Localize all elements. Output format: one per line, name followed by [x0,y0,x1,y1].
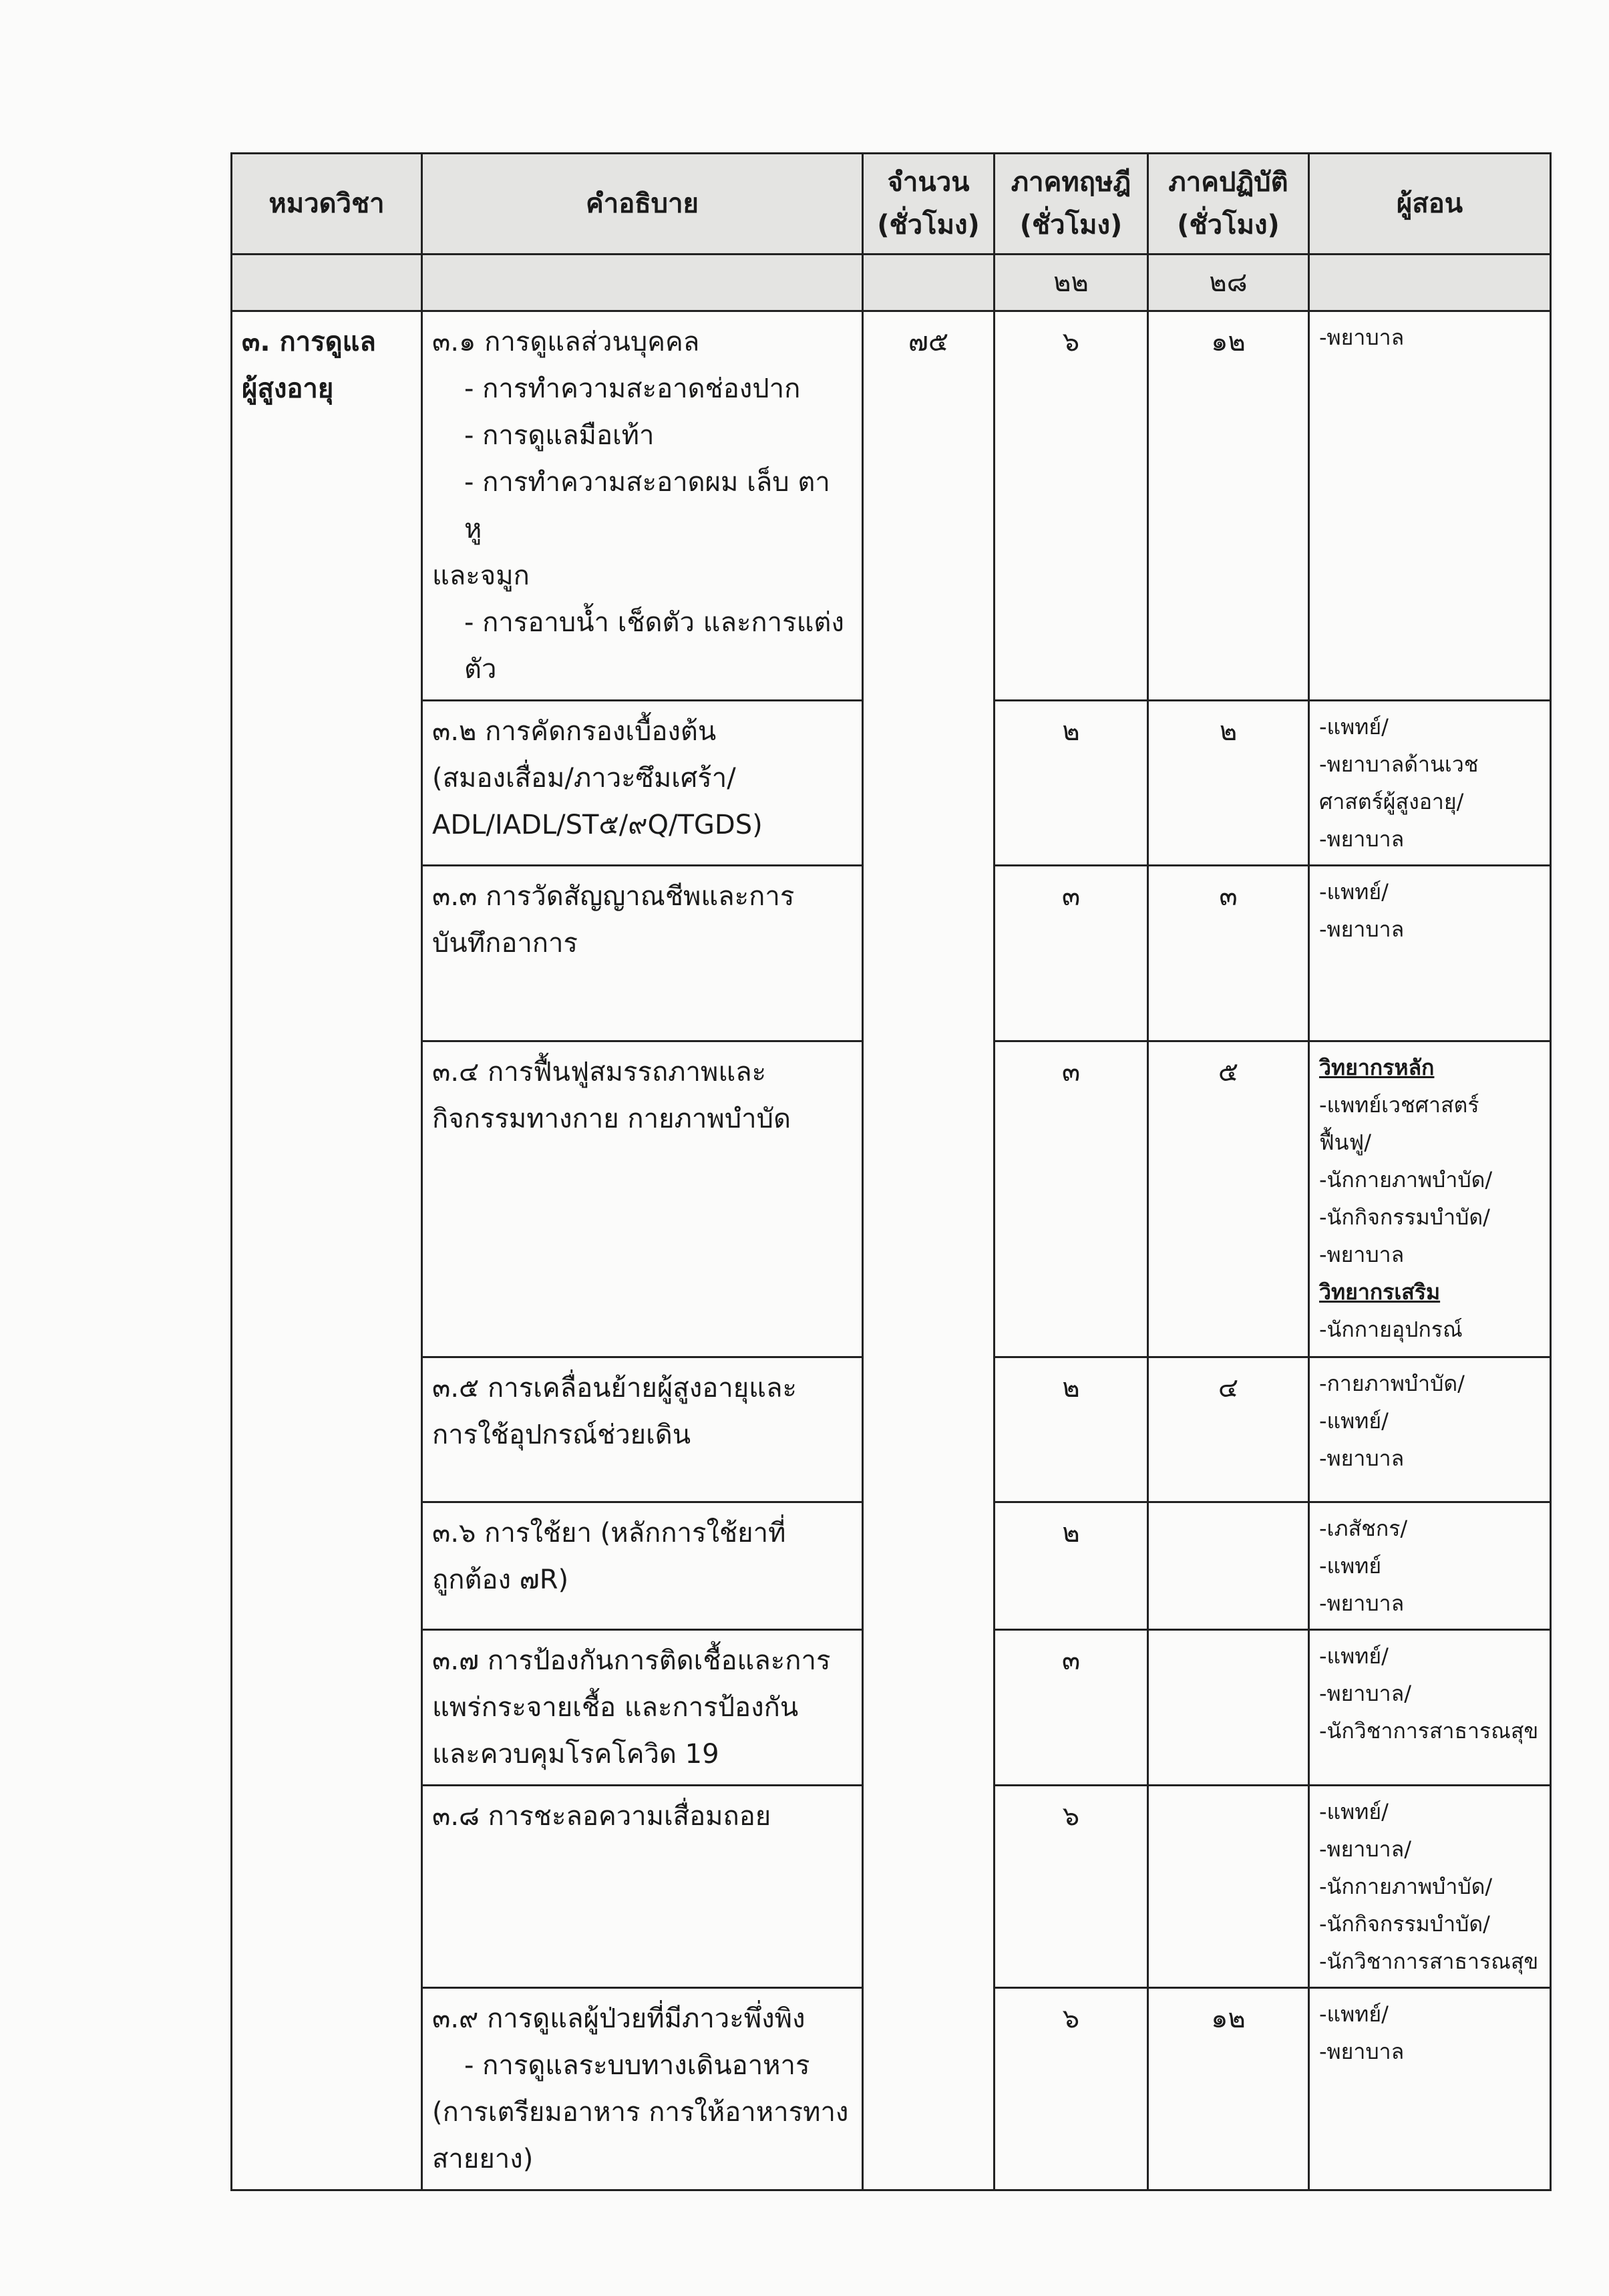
header-theory: ภาคทฤษฎี (ชั่วโมง) [995,154,1148,255]
description-line: ถูกต้อง ๗R) [432,1565,569,1595]
instructor-cell [1309,1357,1551,1502]
curriculum-table [230,152,1552,2191]
table-row [232,311,1551,701]
description-cell [422,1502,863,1630]
practice-hours: ๓ [1148,866,1309,1041]
description-line: สายยาง) [432,2144,534,2174]
instructor-line: -พยาบาล [1319,1242,1405,1267]
instructor-line: วิทยากรเสริม [1319,1279,1441,1305]
total-hours-cell: ๗๕ [863,311,995,2190]
instructor-line: ฟื้นฟู/ [1319,1130,1371,1155]
instructor-line: -พยาบาลด้านเวช [1319,752,1479,777]
description-line: ๓.๒ การคัดกรองเบื้องต้น [432,716,717,747]
instructor-line: -พยาบาล/ [1319,1836,1412,1862]
instructor-line: -แพทย์เวชศาสตร์ [1319,1092,1479,1118]
description-cell [422,1357,863,1502]
practice-hours [1148,1630,1309,1786]
subtotal-practice: ๒๘ [1148,255,1309,311]
instructor-line: -แพทย์/ [1319,1643,1389,1669]
description-line: ๓.๙ การดูแลผู้ป่วยที่มีภาวะพึ่งพิง [432,2003,806,2034]
instructor-line: -แพทย์/ [1319,1799,1389,1824]
description-line: - การดูแลมือเท้า [464,420,655,451]
instructor-line: -แพทย์/ [1319,1408,1389,1434]
description-line: (สมองเสื่อม/ภาวะซึมเศร้า/ [432,763,736,794]
theory-hours: ๓ [995,866,1148,1041]
practice-hours: ๑๒ [1148,1988,1309,2190]
description-line: บันทึกอาการ [432,928,578,959]
instructor-cell [1309,701,1551,866]
instructor-line: -แพทย์/ [1319,2001,1389,2027]
practice-hours: ๑๒ [1148,311,1309,701]
practice-hours [1148,1786,1309,1988]
description-line: การใช้อุปกรณ์ช่วยเดิน [432,1420,691,1450]
practice-hours: ๒ [1148,701,1309,866]
description-cell [422,1041,863,1357]
description-line: ๓.๗ การป้องกันการติดเชื้อและการ [432,1645,831,1676]
description-line: และจมูก [432,560,530,591]
theory-hours: ๓ [995,1630,1148,1786]
theory-hours: ๖ [995,1988,1148,2190]
description-line: ๓.๓ การวัดสัญญาณชีพและการ [432,881,795,912]
instructor-line: -พยาบาล [1319,325,1405,350]
subtotal-row [232,255,1551,311]
description-line: ๓.๔ การฟื้นฟูสมรรถภาพและ [432,1057,767,1088]
description-line: - การดูแลระบบทางเดินอาหาร [464,2050,810,2081]
description-line: ๓.๘ การชะลอความเสื่อมถอย [432,1801,771,1832]
instructor-cell [1309,311,1551,701]
description-line: กิจกรรมทางกาย กายภาพบำบัด [432,1104,791,1134]
instructor-line: -แพทย์/ [1319,714,1389,740]
instructor-line: -พยาบาล [1319,2039,1405,2064]
description-line: ADL/IADL/ST๕/๙Q/TGDS) [432,810,763,840]
theory-hours: ๖ [995,1786,1148,1988]
instructor-line: -นักกายภาพบำบัด/ [1319,1167,1493,1192]
instructor-line: -นักกายภาพบำบัด/ [1319,1874,1493,1899]
instructor-cell [1309,1988,1551,2190]
description-line: แพร่กระจายเชื้อ และการป้องกัน [432,1692,799,1723]
description-line: ๓.๖ การใช้ยา (หลักการใช้ยาที่ [432,1518,786,1548]
instructor-cell [1309,1502,1551,1630]
theory-hours: ๓ [995,1041,1148,1357]
instructor-cell [1309,1786,1551,1988]
theory-hours: ๖ [995,311,1148,701]
instructor-line: -พยาบาล [1319,1591,1405,1616]
header-instructor: ผู้สอน [1309,154,1551,255]
header-hours: จำนวน (ชั่วโมง) [863,154,995,255]
header-category: หมวดวิชา [232,154,422,255]
instructor-line: -นักวิชาการสาธารณสุข [1319,1718,1539,1744]
description-cell [422,866,863,1041]
practice-hours: ๕ [1148,1041,1309,1357]
subtotal-theory: ๒๒ [995,255,1148,311]
description-cell [422,701,863,866]
instructor-line: -พยาบาล [1319,826,1405,852]
instructor-line: -เภสัชกร/ [1319,1516,1408,1541]
instructor-line: -นักวิชาการสาธารณสุข [1319,1949,1539,1974]
instructor-line: ศาสตร์ผู้สูงอายุ/ [1319,789,1464,814]
description-cell [422,1988,863,2190]
description-line: (การเตรียมอาหาร การให้อาหารทาง [432,2097,849,2128]
instructor-cell [1309,1041,1551,1357]
practice-hours [1148,1502,1309,1630]
instructor-line: -กายภาพบำบัด/ [1319,1371,1465,1396]
description-line: ๓.๑ การดูแลส่วนบุคคล [432,327,700,357]
header-practice: ภาคปฏิบัติ (ชั่วโมง) [1148,154,1309,255]
description-cell [422,1786,863,1988]
description-line: และควบคุมโรคโควิด 19 [432,1739,719,1770]
header-description: คำอธิบาย [422,154,863,255]
practice-hours: ๔ [1148,1357,1309,1502]
description-line: - การอาบน้ำ เช็ดตัว และการแต่งตัว [464,607,844,685]
instructor-line: -แพทย์ [1319,1553,1382,1579]
instructor-line: -นักกายอุปกรณ์ [1319,1317,1463,1342]
instructor-cell [1309,866,1551,1041]
instructor-line: -พยาบาล [1319,917,1405,942]
instructor-line: -พยาบาล/ [1319,1681,1412,1706]
theory-hours: ๒ [995,1502,1148,1630]
description-cell [422,1630,863,1786]
instructor-line: -นักกิจกรรมบำบัด/ [1319,1204,1490,1230]
instructor-line: วิทยากรหลัก [1319,1055,1435,1080]
category-cell: ๓. การดูแล ผู้สูงอายุ [232,311,422,2190]
description-line: ๓.๕ การเคลื่อนย้ายผู้สูงอายุและ [432,1373,797,1404]
description-cell [422,311,863,701]
theory-hours: ๒ [995,1357,1148,1502]
description-line: - การทำความสะอาดช่องปาก [464,373,801,404]
description-line: - การทำความสะอาดผม เล็บ ตา หู [464,467,830,544]
instructor-line: -พยาบาล [1319,1446,1405,1471]
instructor-line: -แพทย์/ [1319,879,1389,905]
instructor-cell [1309,1630,1551,1786]
theory-hours: ๒ [995,701,1148,866]
instructor-line: -นักกิจกรรมบำบัด/ [1319,1911,1490,1937]
